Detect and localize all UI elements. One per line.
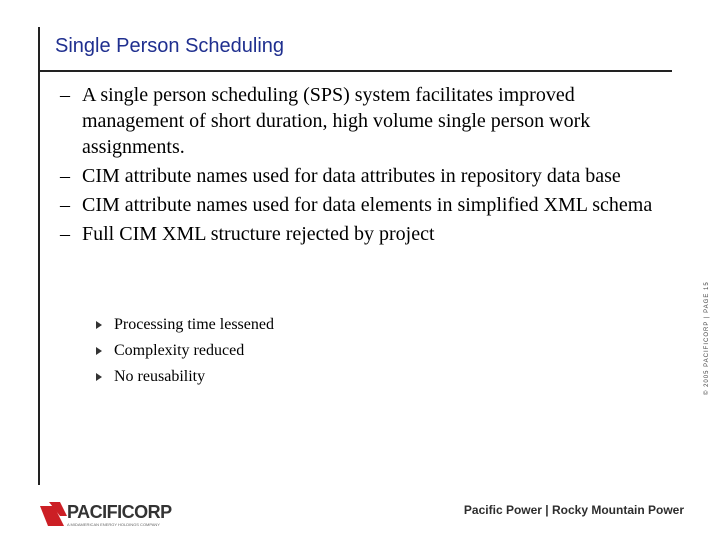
bullet-text: Full CIM XML structure rejected by project — [82, 223, 435, 245]
bullet-item — [60, 82, 660, 160]
triangle-bullet-icon — [96, 347, 102, 355]
bullet-item — [60, 192, 660, 218]
bullet-text: CIM attribute names used for data attributes in repository data base — [82, 165, 621, 187]
copyright-page-note: © 2005 PACIFICORP | PAGE 15 — [704, 281, 710, 395]
sub-bullet-item — [96, 364, 274, 390]
triangle-bullet-icon — [96, 321, 102, 329]
bullet-item — [60, 221, 660, 247]
slide-title: Single Person Scheduling — [55, 35, 285, 57]
sub-bullet-text: Processing time lessened — [114, 316, 274, 333]
sub-bullet-text: Complexity reduced — [114, 342, 245, 359]
vertical-rule — [38, 27, 40, 485]
logo-tagline: A MIDAMERICAN ENERGY HOLDINGS COMPANY — [67, 522, 160, 527]
bullet-item — [60, 163, 660, 189]
pacificorp-mark-icon — [40, 502, 68, 526]
pacificorp-logo — [40, 498, 170, 530]
sub-bullet-item — [96, 312, 274, 338]
logo-text: PACIFICORP — [67, 502, 172, 522]
sub-bullet-item — [96, 338, 274, 364]
bullet-text: A single person scheduling (SPS) system facilitates improved management of short duration, high volume single person work assignments. — [82, 84, 591, 158]
title-underline — [38, 70, 672, 72]
bullet-text: CIM attribute names used for data elements in simplified XML schema — [82, 194, 653, 216]
brand-names: Pacific Power | Rocky Mountain Power — [463, 503, 684, 517]
dash-marker: – — [60, 223, 70, 245]
dash-marker: – — [60, 84, 70, 106]
sub-bullet-list — [96, 312, 274, 390]
bullet-list — [60, 82, 660, 250]
dash-marker: – — [60, 165, 70, 187]
triangle-bullet-icon — [96, 373, 102, 381]
dash-marker: – — [60, 194, 70, 216]
sub-bullet-text: No reusability — [114, 368, 206, 385]
